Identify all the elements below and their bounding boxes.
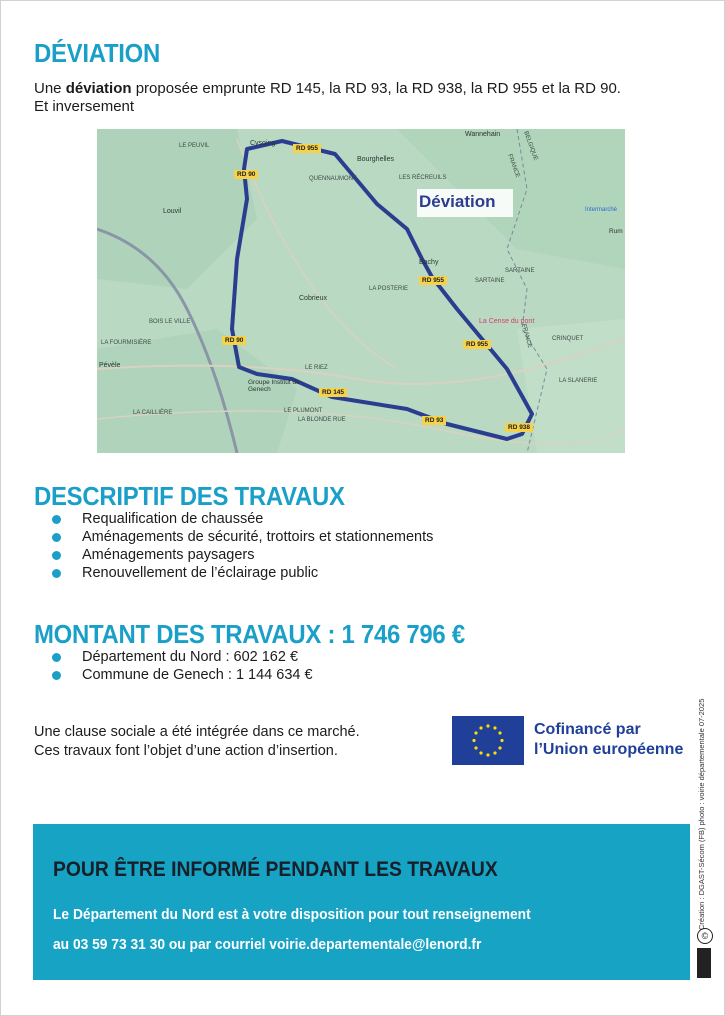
bullet-icon — [52, 551, 61, 560]
place-label: La Cense du pont — [479, 318, 535, 325]
copyright-icon: © — [697, 928, 713, 944]
info-line-2[interactable]: au 03 59 73 31 30 ou par courriel voirie.departementale@lenord.fr — [53, 936, 482, 953]
deviation-intro — [34, 80, 674, 116]
bullet-icon — [52, 671, 61, 680]
credit-label: Création : DGAST-Sécom (FB) photo : voirie départementale 07-2025 — [697, 698, 706, 930]
eu-cofinancing — [534, 720, 683, 760]
road-label-rd938: RD 938 — [505, 423, 533, 432]
info-band — [33, 824, 690, 980]
place-label: BELGIQUE — [522, 130, 539, 162]
place-label: Wannehain — [465, 131, 501, 138]
place-label: Groupe Institut de Genech — [248, 379, 300, 393]
intro-text-line2: Et inversement — [34, 98, 135, 115]
place-label: LE PLUMONT — [284, 408, 323, 414]
list-item — [52, 564, 433, 582]
place-label: CRINQUET — [552, 336, 584, 342]
place-label: SARTAINE — [505, 268, 535, 274]
road-label-rd93: RD 93 — [422, 416, 446, 425]
place-label: Louvil — [163, 208, 182, 215]
place-label: Cobrieux — [299, 295, 328, 302]
bullet-icon — [52, 569, 61, 578]
place-label: QUENNAUMONT — [309, 176, 357, 182]
deviation-title: DÉVIATION — [34, 38, 160, 68]
place-label: Pévèle — [99, 362, 121, 369]
credit-text — [697, 698, 711, 930]
list-item — [52, 666, 313, 684]
bullet-icon — [52, 653, 61, 662]
list-item — [52, 510, 433, 528]
place-label: BOIS LE VILLE — [149, 319, 191, 325]
list-item — [52, 648, 313, 666]
side-icons — [697, 928, 713, 978]
place-label: Bachy — [419, 259, 439, 266]
info-line-1: Le Département du Nord est à votre disposition pour tout renseignement — [53, 906, 531, 923]
list-item-text: Requalification de chaussée — [82, 511, 264, 527]
eu-line-1: Cofinancé par — [534, 721, 641, 738]
place-label: LA POSTERIE — [369, 286, 409, 292]
list-item-text: Commune de Genech : 1 144 634 € — [82, 667, 313, 683]
road-label-rd90-b: RD 90 — [222, 336, 246, 345]
bullet-icon — [52, 533, 61, 542]
road-label-rd955-a: RD 955 — [293, 144, 321, 153]
clause-line-2: Ces travaux font l’objet d’une action d’insertion. — [34, 743, 338, 759]
place-label: LA CAILLIÈRE — [133, 410, 173, 416]
place-label: LE RIEZ — [305, 365, 328, 371]
montant-list — [52, 648, 313, 684]
intro-text-post: proposée emprunte RD 145, la RD 93, la RD 938, la RD 955 et la RD 90. — [131, 80, 621, 97]
map-label: Déviation — [419, 192, 496, 211]
place-label: Intermarché — [585, 207, 618, 213]
place-label: LA SLANERIE — [559, 378, 598, 384]
deviation-map — [97, 129, 625, 453]
eu-line-2: l’Union européenne — [534, 741, 684, 758]
bullet-icon — [52, 515, 61, 524]
descriptif-list — [52, 510, 433, 582]
place-label: LA BLONDE RUE — [298, 417, 346, 423]
place-label: Cysoing — [250, 140, 276, 147]
road-label-rd955-b: RD 955 — [419, 276, 447, 285]
logo-icon — [697, 948, 711, 978]
place-label: FRANCE — [520, 323, 533, 349]
list-item — [52, 528, 433, 546]
place-label: Rum — [609, 228, 623, 235]
clause-sociale — [34, 723, 360, 761]
place-label: LE PEUVIL — [179, 143, 210, 149]
intro-text-pre: Une — [34, 80, 66, 97]
list-item-text: Département du Nord : 602 162 € — [82, 649, 299, 665]
montant-title: MONTANT DES TRAVAUX : 1 746 796 € — [34, 619, 465, 649]
descriptif-title: DESCRIPTIF DES TRAVAUX — [34, 481, 345, 511]
place-label: LES RÉCREUILS — [399, 175, 447, 181]
intro-text-bold: déviation — [65, 80, 132, 97]
place-label: FRANCE — [506, 153, 521, 179]
clause-line-1: Une clause sociale a été intégrée dans ce marché. — [34, 724, 360, 740]
road-label-rd145: RD 145 — [319, 388, 347, 397]
list-item — [52, 546, 433, 564]
road-label-rd90-a: RD 90 — [234, 170, 258, 179]
place-label: Bourghelles — [357, 156, 394, 163]
eu-stars — [452, 716, 524, 765]
list-item-text: Aménagements de sécurité, trottoirs et stationnements — [82, 529, 434, 545]
eu-flag-icon — [452, 716, 524, 765]
map-svg — [97, 129, 625, 453]
road-label-rd955-c: RD 955 — [463, 340, 491, 349]
place-label: LA FOURMISIÈRE — [101, 340, 152, 346]
list-item-text: Renouvellement de l’éclairage public — [82, 565, 319, 581]
place-label: SARTAINE — [475, 278, 505, 284]
info-title: POUR ÊTRE INFORMÉ PENDANT LES TRAVAUX — [53, 858, 498, 881]
list-item-text: Aménagements paysagers — [82, 547, 255, 563]
